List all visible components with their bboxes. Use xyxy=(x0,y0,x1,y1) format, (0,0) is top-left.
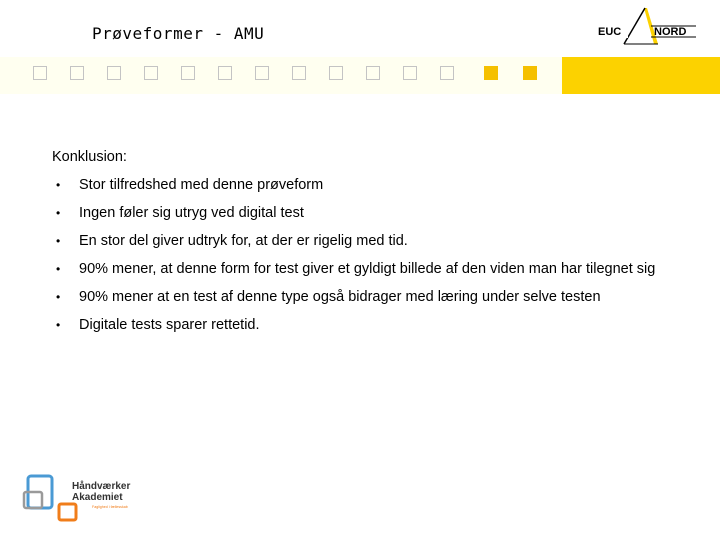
list-item xyxy=(52,288,692,306)
list-item-text: Digitale tests sparer rettetid. xyxy=(79,317,260,333)
filled-square-icon xyxy=(523,66,537,80)
euc-nord-logo xyxy=(596,6,696,46)
logo-right-text: NORD xyxy=(654,26,687,38)
logo-left-text: EUC xyxy=(598,26,622,38)
square-icon xyxy=(33,66,47,80)
list-item xyxy=(52,260,692,278)
square-icon xyxy=(366,66,380,80)
haandvaerker-akademiet-logo xyxy=(22,472,152,528)
bullet-icon: • xyxy=(56,262,61,276)
list-item xyxy=(52,176,692,194)
logo-tagline: Faglighed i fællesskab xyxy=(92,505,128,509)
square-icon xyxy=(107,66,121,80)
slide-content xyxy=(52,148,692,334)
orange-frame-icon xyxy=(59,504,76,520)
square-icon xyxy=(329,66,343,80)
bullet-icon: • xyxy=(56,206,61,220)
list-item xyxy=(52,204,692,222)
square-icon xyxy=(218,66,232,80)
list-item-text: Ingen føler sig utryg ved digital test xyxy=(79,205,304,221)
square-icon xyxy=(144,66,158,80)
conclusion-list xyxy=(52,176,692,334)
conclusion-heading: Konklusion: xyxy=(52,149,127,165)
list-item-text: En stor del giver udtryk for, at der er rigelig med tid. xyxy=(79,233,408,249)
accent-bar xyxy=(562,57,720,94)
list-item-text: 90% mener, at denne form for test giver et gyldigt billede af den viden man har tilegnet sig xyxy=(79,261,656,277)
square-icon xyxy=(255,66,269,80)
list-item xyxy=(52,316,692,334)
square-icon xyxy=(181,66,195,80)
square-icon xyxy=(70,66,84,80)
filled-square-icon xyxy=(484,66,498,80)
logo-line2: Akademiet xyxy=(72,492,123,503)
list-item-text: Stor tilfredshed med denne prøveform xyxy=(79,177,324,193)
square-icon xyxy=(440,66,454,80)
bullet-icon: • xyxy=(56,178,61,192)
square-icon xyxy=(292,66,306,80)
bullet-icon: • xyxy=(56,318,61,332)
page-title: Prøveformer - AMU xyxy=(92,24,265,43)
list-item-text: 90% mener at en test af denne type også bidrager med læring under selve testen xyxy=(79,289,601,305)
list-item xyxy=(52,232,692,250)
bullet-icon: • xyxy=(56,290,61,304)
bullet-icon: • xyxy=(56,234,61,248)
square-icon xyxy=(403,66,417,80)
logo-line1: Håndværker xyxy=(72,481,131,492)
